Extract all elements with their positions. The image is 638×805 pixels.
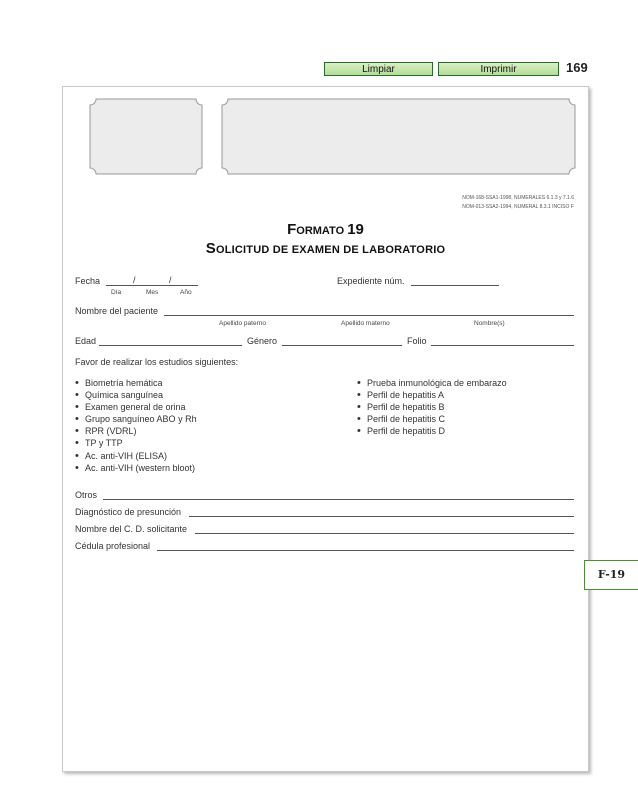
- imprimir-button[interactable]: Imprimir: [438, 62, 559, 76]
- study-item[interactable]: • RPR (VDRL): [75, 425, 197, 437]
- otros-label: Otros: [75, 490, 98, 500]
- cedula-label: Cédula profesional: [75, 541, 151, 551]
- fecha-slash-2: /: [169, 275, 172, 285]
- norm-line-2: NOM-013-SSA2-1994, NUMERAL 8.3.1 INCISO F: [462, 204, 574, 210]
- folio-label: Folio: [407, 336, 427, 346]
- dia-caption: Día: [111, 289, 122, 296]
- cedula-field[interactable]: [157, 550, 574, 551]
- apellido-materno-caption: Apellido materno: [341, 320, 390, 327]
- study-item[interactable]: • Perfil de hepatitis C: [357, 413, 507, 425]
- anio-caption: Año: [180, 289, 192, 296]
- study-item[interactable]: • Perfil de hepatitis B: [357, 401, 507, 413]
- study-item[interactable]: • Examen general de orina: [75, 401, 197, 413]
- nombre-paciente-label: Nombre del paciente: [75, 306, 159, 316]
- apellido-paterno-caption: Apellido paterno: [219, 320, 266, 327]
- label-box-small[interactable]: [89, 98, 203, 175]
- expediente-field[interactable]: [411, 285, 499, 286]
- form-title: [63, 221, 588, 238]
- diagnostico-label: Diagnóstico de presunción: [75, 507, 182, 517]
- study-item[interactable]: • Perfil de hepatitis D: [357, 425, 507, 437]
- folio-field[interactable]: [431, 345, 574, 346]
- study-item[interactable]: • Biometría hemática: [75, 377, 197, 389]
- norm-reference: [462, 194, 574, 212]
- favor-instruction: Favor de realizar los estudios siguientes:: [75, 357, 239, 367]
- studies-list-left: [75, 377, 197, 474]
- study-item[interactable]: • Ac. anti-VIH (ELISA): [75, 450, 197, 462]
- fecha-label: Fecha: [75, 276, 101, 286]
- edad-label: Edad: [75, 336, 97, 346]
- title-word: ORMATO: [296, 225, 345, 237]
- genero-field[interactable]: [282, 345, 402, 346]
- study-item[interactable]: • Grupo sanguíneo ABO y Rh: [75, 413, 197, 425]
- genero-label: Género: [247, 336, 278, 346]
- otros-field[interactable]: [103, 499, 574, 500]
- study-item[interactable]: • Prueba inmunológica de embarazo: [357, 377, 507, 389]
- title-number: 19: [347, 221, 364, 238]
- form-sheet: [62, 86, 589, 772]
- nombre-paciente-field[interactable]: [164, 315, 574, 316]
- expediente-label: Expediente núm.: [337, 276, 405, 286]
- fecha-field[interactable]: [106, 285, 198, 286]
- study-item[interactable]: • Ac. anti-VIH (western bloot): [75, 462, 197, 474]
- mes-caption: Mes: [146, 289, 159, 296]
- nombre-cd-label: Nombre del C. D. solicitante: [75, 524, 188, 534]
- nombres-caption: Nombre(s): [474, 320, 505, 327]
- label-box-large[interactable]: [221, 98, 576, 175]
- section-tab: F-19: [584, 560, 638, 590]
- page-number: 169: [566, 60, 588, 75]
- nombre-cd-field[interactable]: [195, 533, 574, 534]
- title-initial: F: [287, 221, 297, 238]
- study-item[interactable]: • Química sanguínea: [75, 389, 197, 401]
- form-subtitle: [63, 240, 588, 257]
- diagnostico-field[interactable]: [189, 516, 574, 517]
- subtitle-initial: S: [205, 240, 216, 257]
- limpiar-button[interactable]: Limpiar: [324, 62, 433, 76]
- study-item[interactable]: • TP y TTP: [75, 437, 197, 449]
- norm-line-1: NOM-168-SSA1-1998, NUMERALES 6.1.3 y 7.1.6: [462, 195, 574, 201]
- studies-list-right: [357, 377, 507, 437]
- edad-field[interactable]: [99, 345, 242, 346]
- subtitle-rest: OLICITUD DE EXAMEN DE LABORATORIO: [215, 244, 446, 256]
- study-item[interactable]: • Perfil de hepatitis A: [357, 389, 507, 401]
- fecha-slash-1: /: [133, 275, 136, 285]
